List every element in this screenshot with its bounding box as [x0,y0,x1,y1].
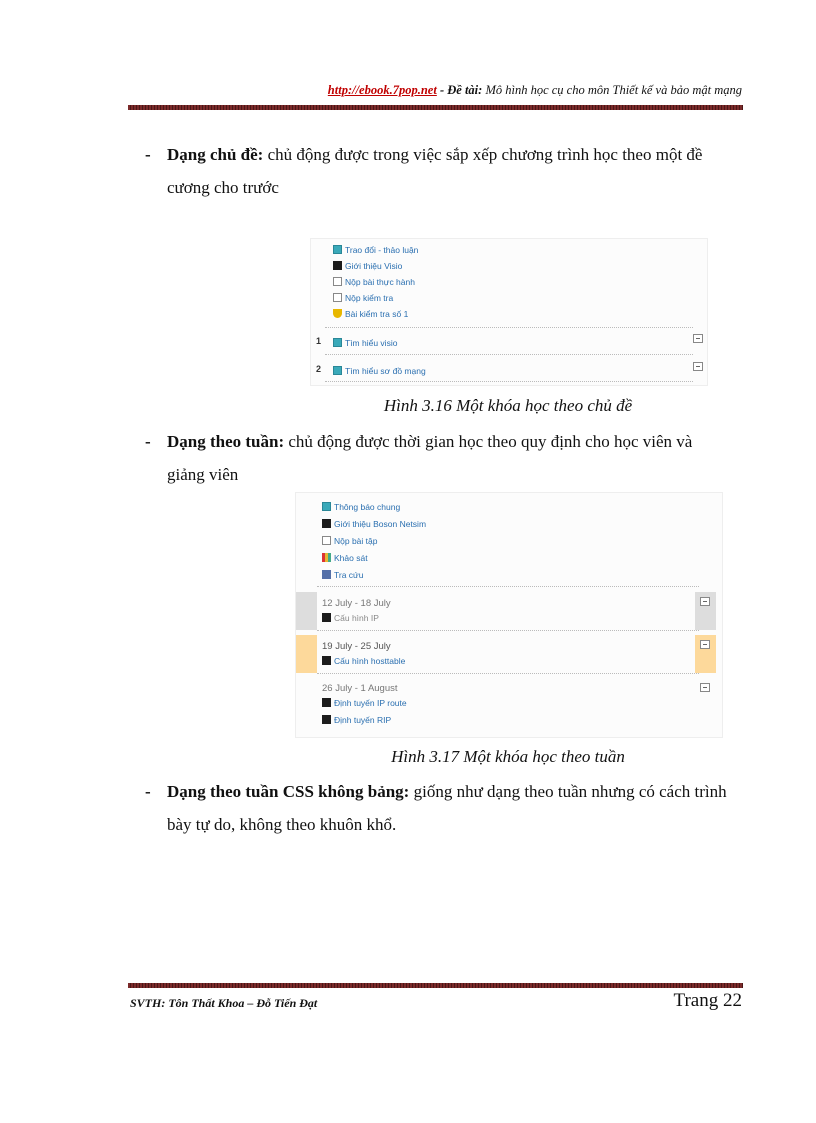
bullet-dash: - [145,782,151,801]
course-item[interactable]: Cấu hình hosttable [322,655,405,667]
resource-icon [322,656,331,665]
collapse-icon[interactable] [693,334,703,343]
course-item[interactable]: Định tuyến IP route [322,697,407,709]
figure-caption: Hình 3.17 Một khóa học theo tuần [391,747,625,766]
section-divider [325,354,693,355]
section-divider [325,381,693,382]
section-topic-format [145,138,741,204]
bullet-dash: - [145,145,151,164]
footer-authors: SVTH: Tôn Thất Khoa – Đỗ Tiến Đạt [130,996,318,1010]
forum-icon [322,502,331,511]
figure-weekly-course [295,492,723,738]
resource-icon [322,698,331,707]
assignment-icon [333,293,342,302]
header-rule [128,105,743,110]
course-item[interactable]: Khảo sát [322,552,368,564]
footer-rule [128,983,743,988]
forum-icon [333,245,342,254]
header-separator: - [436,83,448,97]
section-divider [325,327,693,328]
course-item[interactable]: Cấu hình IP [322,612,379,624]
collapse-icon[interactable] [700,683,710,692]
section-term: Dạng theo tuần CSS không bảng: [167,782,410,801]
reference-icon [322,570,331,579]
header-link[interactable]: http://ebook.7pop.net [327,83,437,97]
resource-icon [322,715,331,724]
week-side-marker [296,592,317,630]
section-text-continued: giảng viên [167,465,239,484]
header-topic: Mô hình học cụ cho môn Thiết kế và bảo mật mạng [482,83,742,97]
course-item[interactable]: Trao đổi - thảo luận [333,244,418,256]
course-item[interactable]: Thông báo chung [322,501,400,513]
section-text-continued: bày tự do, không theo khuôn khổ. [167,815,397,834]
assignment-icon [333,277,342,286]
course-item[interactable]: Giới thiệu Boson Netsim [322,518,426,530]
section-text: chủ động được thời gian học theo quy định cho học viên và [284,432,693,451]
section-weekly-format [145,425,741,491]
collapse-icon[interactable] [693,362,703,371]
topic-number: 1 [316,336,322,346]
quiz-icon [333,309,342,318]
page-number: Trang 22 [673,990,742,1011]
forum-icon [333,338,342,347]
bullet-dash: - [145,432,151,451]
figure-topics-course [310,238,708,386]
section-term: Dạng chủ đề: [167,145,264,164]
section-divider [317,586,699,587]
resource-icon [333,261,342,270]
section-divider [317,630,699,631]
topic-number: 2 [316,364,322,374]
course-item[interactable]: Giới thiệu Visio [333,260,402,272]
course-item[interactable]: Tìm hiểu visio [333,337,397,349]
resource-icon [322,613,331,622]
collapse-icon[interactable] [700,640,710,649]
page-header [130,83,742,98]
course-item[interactable]: Nộp bài thực hành [333,276,415,288]
week-date: 19 July - 25 July [322,641,391,652]
course-item[interactable]: Tra cứu [322,569,363,581]
forum-icon [333,366,342,375]
section-css-weekly-format [145,775,741,841]
chart-icon [322,553,331,562]
section-text: chủ động được trong việc sắp xếp chương trình học theo một đề [263,145,703,164]
section-term: Dạng theo tuần: [167,432,285,451]
week-side-marker [296,635,317,673]
course-item[interactable]: Nộp bài tập [322,535,377,547]
assignment-icon [322,536,331,545]
section-text-continued: cương cho trước [167,178,279,197]
course-item[interactable]: Định tuyến RIP [322,714,391,726]
course-item[interactable]: Tìm hiểu sơ đồ mạng [333,365,426,377]
course-item[interactable]: Nộp kiểm tra [333,292,393,304]
week-date: 26 July - 1 August [322,683,398,694]
figure-caption: Hình 3.16 Một khóa học theo chủ đề [383,396,633,415]
course-item[interactable]: Bài kiểm tra số 1 [333,308,408,320]
week-date: 12 July - 18 July [322,598,391,609]
header-label: Đề tài: [447,83,483,97]
collapse-icon[interactable] [700,597,710,606]
section-divider [317,673,699,674]
section-text: giống như dạng theo tuần nhưng có cách trình [409,782,727,801]
resource-icon [322,519,331,528]
